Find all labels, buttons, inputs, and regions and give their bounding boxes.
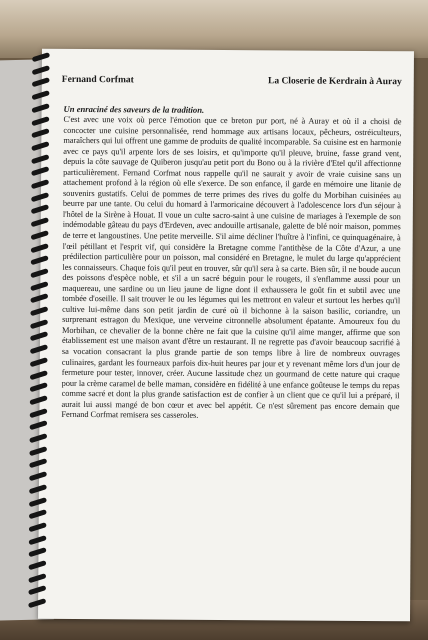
binding-ring xyxy=(30,230,49,240)
binding-ring xyxy=(31,116,50,126)
binding-ring xyxy=(29,357,48,367)
binding-ring xyxy=(30,293,49,303)
binding-ring xyxy=(29,446,48,456)
binding-ring xyxy=(30,255,49,265)
binding-ring xyxy=(32,52,51,62)
binding-ring xyxy=(28,497,47,507)
binding-ring xyxy=(31,103,50,113)
article-subtitle: Un enraciné des saveurs de la tradition. xyxy=(63,103,205,115)
binding-ring xyxy=(29,408,48,418)
binding-ring xyxy=(31,77,50,87)
binding-ring xyxy=(29,484,48,494)
binding-ring xyxy=(32,65,51,75)
binding-ring xyxy=(29,382,48,392)
document-page xyxy=(38,49,414,622)
binding-ring xyxy=(28,573,47,583)
page-header xyxy=(62,75,402,93)
binding-ring xyxy=(29,370,48,380)
binding-ring xyxy=(30,306,49,316)
binding-ring xyxy=(31,128,50,138)
binding-ring xyxy=(31,166,50,176)
binding-ring xyxy=(30,281,49,291)
binding-ring xyxy=(30,319,49,329)
binding-ring xyxy=(28,560,47,570)
binding-ring xyxy=(28,522,47,532)
header-restaurant: La Closerie de Kerdrain à Auray xyxy=(267,76,402,88)
binding-ring xyxy=(31,90,50,100)
binding-ring xyxy=(29,458,48,468)
binding-ring xyxy=(29,395,48,405)
binding-ring xyxy=(31,179,50,189)
binding-ring xyxy=(30,243,49,253)
binding-ring xyxy=(30,217,49,227)
binding-ring xyxy=(31,154,50,164)
binding-ring xyxy=(28,509,47,519)
binding-ring xyxy=(31,141,50,151)
binding-ring xyxy=(31,204,50,214)
binding-ring xyxy=(30,344,49,354)
binding-ring xyxy=(28,547,47,557)
binding-ring xyxy=(29,471,48,481)
binding-ring xyxy=(30,268,49,278)
spiral-binding xyxy=(24,49,54,619)
binding-ring xyxy=(29,433,48,443)
binding-ring xyxy=(30,331,49,341)
binding-ring xyxy=(29,420,48,430)
binding-ring xyxy=(28,598,47,608)
binding-ring xyxy=(28,535,47,545)
binding-ring xyxy=(28,585,47,595)
article-body: C'est avec une voix où perce l'émotion que ce breton pur port, né à Auray et où il a choisi de concocter une cuisine personnalisée, rend hommage aux artisans locaux, pêcheurs, ostréiculteurs, maraîchers qui lui offrent une gamme de produits de qualité incomparable. Sa cuisine est en harmonie avec ce pays qu'il arpente lors de ses loisirs, et qu'importe qu'il pleuve, bruine, fasse grand vent, depuis la côte sauvage de Quiberon jusqu'au petit port du Bono ou à la rivière d'Etel qu'il affectionne particulièrement. Fernand Corfmat nous rappelle qu'il ne saurait y avoir de vraie cuisine sans un attachement profond à la région où elle s'exerce. De son enfance, il garde en mémoire une litanie de souvenirs gustatifs. Celui de pommes de terre primes des rives du golfe du Morbihan cuisinées au beurre par une tante. Ou celui du homard à l'armoricaine découvert à l'adolescence lors d'un séjour à l'hôtel de la Sirène à Houat. Il voue un culte sacro-saint à une cuisine de mariages à l'exemple de son indémodable gâteau du pays d'Erdeven, avec andouille artisanale, galette de blé noir maison, pommes de terre et langoustines. Une petite merveille. S'il aime décliner l'huître à l'infini, ce quinquagénaire, à l'œil pétillant et l'esprit vif, qui considère la Bretagne comme l'antithèse de la Côte d'Azur, a une prédilection particulière pour un poisson, mal considéré en Bretagne, le mulet du large qu'apprécient les connaisseurs. Chaque fois qu'il peut en trouver, sûr qu'il sera à sa carte. Bien sûr, il ne boude aucun des poissons d'espèce noble, et s'il a un sacré béguin pour le rougets, il s'enflamme aussi pour un maquereau, une sardine ou un lieu jaune de ligne dont il exhaussera le goût fin et subtil avec une tombée d'oseille. Il sait trouver le ou les légumes qui les mettront en valeur et surtout les herbes qu'il cultive lui-même dans son petit jardin de curé où il bichonne à la saison basilic, coriandre, un surprenant estragon du Mexique, une verveine citronnelle absolument épatante. Amoureux fou du Morbihan, ce chevalier de la bonne chère ne fait que la cuisine qu'il aime manger, affirme que son établissement est une maison avant d'être un restaurant. Il ne regrette pas d'avoir beaucoup sacrifié à sa vocation consacrant la plus grande partie de son temps libre à lire de nombreux ouvrages culinaires, gardant les fourneaux parfois dix-huit heures par jour et y revenant même lors d'un jour de fermeture pour tester, innover, créer. Aucune lassitude chez un gourmand de cette nature qui craque pour la crème caramel de belle maman, considère en fidélité à une enfance goûteuse le temps du repas comme sacré et dont la plus grande satisfaction est de confier à un client que ce qu'il lui a préparé, il aurait lui aussi mangé de bon cœur et avec bel appétit. Ce n'est sûrement pas encore demain que Fernand Corfmat remisera ses casseroles. xyxy=(61,114,402,421)
header-author: Fernand Corfmat xyxy=(61,74,134,86)
binding-ring xyxy=(31,192,50,202)
